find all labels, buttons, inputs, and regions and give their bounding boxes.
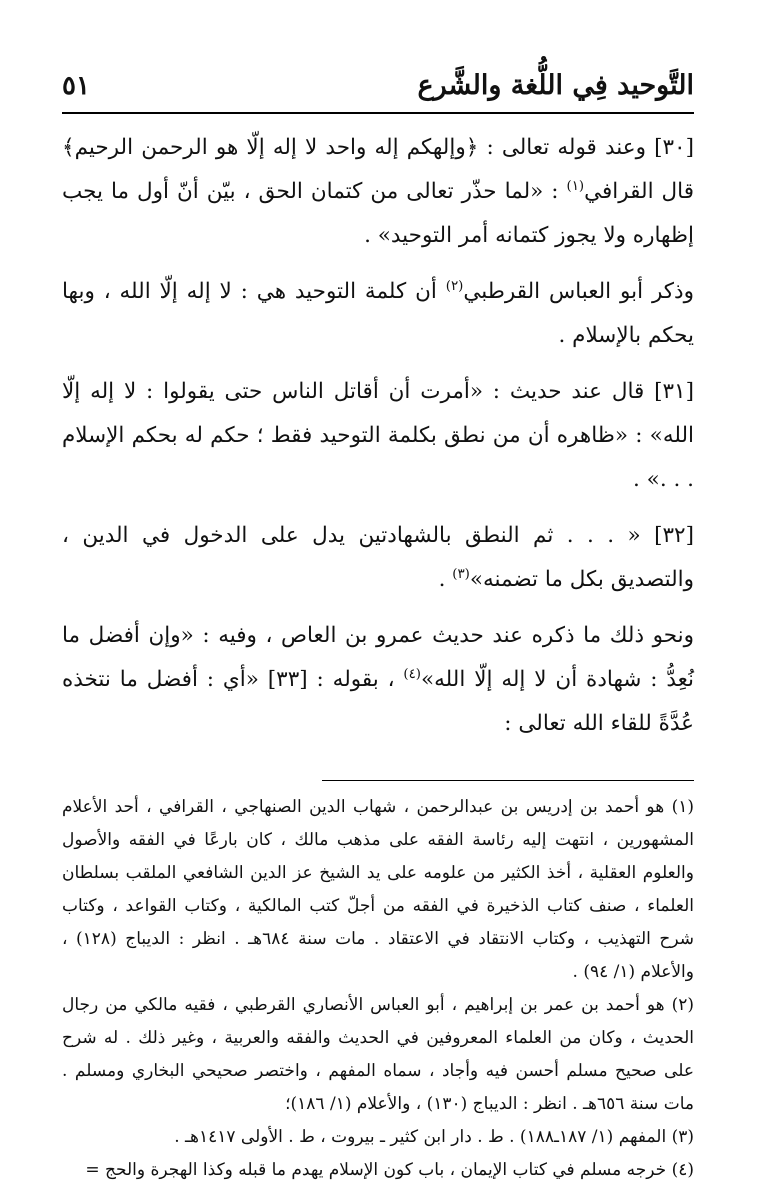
footnote-ref[interactable]: (٣) <box>452 566 470 582</box>
paragraph-qurtubi: وذكر أبو العباس القرطبي$^{(٢)}$ أن كلمة التوحيد هي : لا إله إلّا الله ، وبها يحكم بالإسلام . <box>62 278 694 348</box>
header-rule <box>62 112 694 114</box>
quote-marker: [٣٢] <box>654 523 694 548</box>
paragraph-30: [٣٠] وعند قوله تعالى : ﴿وإلهكم إله واحد لا إله إلّا هو الرحمن الرحيم﴾ قال القرافي$^{(١)}$ : «لما حذّر تعالى من كتمان الحق ، بيّن أنّ أول ما يجب إظهاره ولا يجوز كتمانه أمر التوحيد» . <box>62 135 694 248</box>
footnote-1: (١) هو أحمد بن إدريس بن عبدالرحمن ، شهاب الدين الصنهاجي ، القرافي ، أحد الأعلام المشهورين ، انتهت إليه رئاسة الفقه على مذهب مالك ، كان بارعًا في الفقه والأصول والعلوم العقلية ، أخذ الكثير من علومه على يد الشيخ عز الدين الشافعي الملقب بسلطان العلماء ، صنف كتاب الذخيرة في الفقه من أجلّ كتب المالكية ، وكتاب القواعد ، وكتاب شرح التهذيب ، وكتاب الانتقاد في الاعتقاد . مات سنة ٦٨٤هـ . انظر : الديباج (١٢٨) ، والأعلام (١/ ٩٤) . <box>62 797 695 982</box>
quote-marker: [٣١] <box>654 379 694 404</box>
footnote-4: (٤) خرجه مسلم في كتاب الإيمان ، باب كون الإسلام يهدم ما قبله وكذا الهجرة والحج = <box>85 1160 694 1180</box>
footnote-ref[interactable]: (٢) <box>445 278 464 294</box>
paragraph-amr: ونحو ذلك ما ذكره عند حديث عمرو بن العاص ، وفيه : «وإن أفضل ما نُعِدُّ : شهادة أن لا إله إلّا الله»$^{(٤)}$ ، بقوله : [٣٣] «أي : أفضل ما نتخذه عُدَّةً للقاء الله تعالى : <box>62 623 695 736</box>
footnotes <box>62 791 694 1187</box>
page-number: ٥١ <box>62 71 90 101</box>
body-text <box>62 126 694 746</box>
footnote-3: (٣) المفهم (١/ ١٨٧ـ١٨٨) . ط . دار ابن كثير ـ بيروت ، ط . الأولى ١٤١٧هـ . <box>174 1127 694 1147</box>
paragraph-32: [٣٢] « . . . ثم النطق بالشهادتين يدل على الدخول في الدين ، والتصديق بكل ما تضمنه»$^{(٣)}$ . <box>62 523 694 592</box>
running-header <box>62 70 694 112</box>
footnote-2: (٢) هو أحمد بن عمر بن إبراهيم ، أبو العباس الأنصاري القرطبي ، فقيه مالكي من رجال الحديث ، وكان من العلماء المعروفين في الحديث والفقه والعربية ، وغير ذلك . له شرح على صحيح مسلم أحسن فيه وأجاد ، سماه المفهم ، واختصر صحيحي البخاري ومسلم . مات سنة ٦٥٦هـ . انظر : الديباج (١٣٠) ، والأعلام (١/ ١٨٦)؛ <box>62 995 694 1114</box>
footnote-separator <box>322 780 694 781</box>
paragraph-31: [٣١] قال عند حديث : «أمرت أن أقاتل الناس حتى يقولوا : لا إله إلّا الله» : «ظاهره أن من نطق بكلمة التوحيد فقط ؛ حكم له بحكم الإسلام . . .» . <box>62 379 694 492</box>
running-title: التَّوحيد فِي اللُّغة والشَّرع <box>417 70 694 101</box>
footnote-ref[interactable]: (١) <box>566 178 585 194</box>
quote-marker: [٣٠] <box>654 135 694 160</box>
footnote-ref[interactable]: (٤) <box>403 666 421 682</box>
page <box>62 70 694 1187</box>
